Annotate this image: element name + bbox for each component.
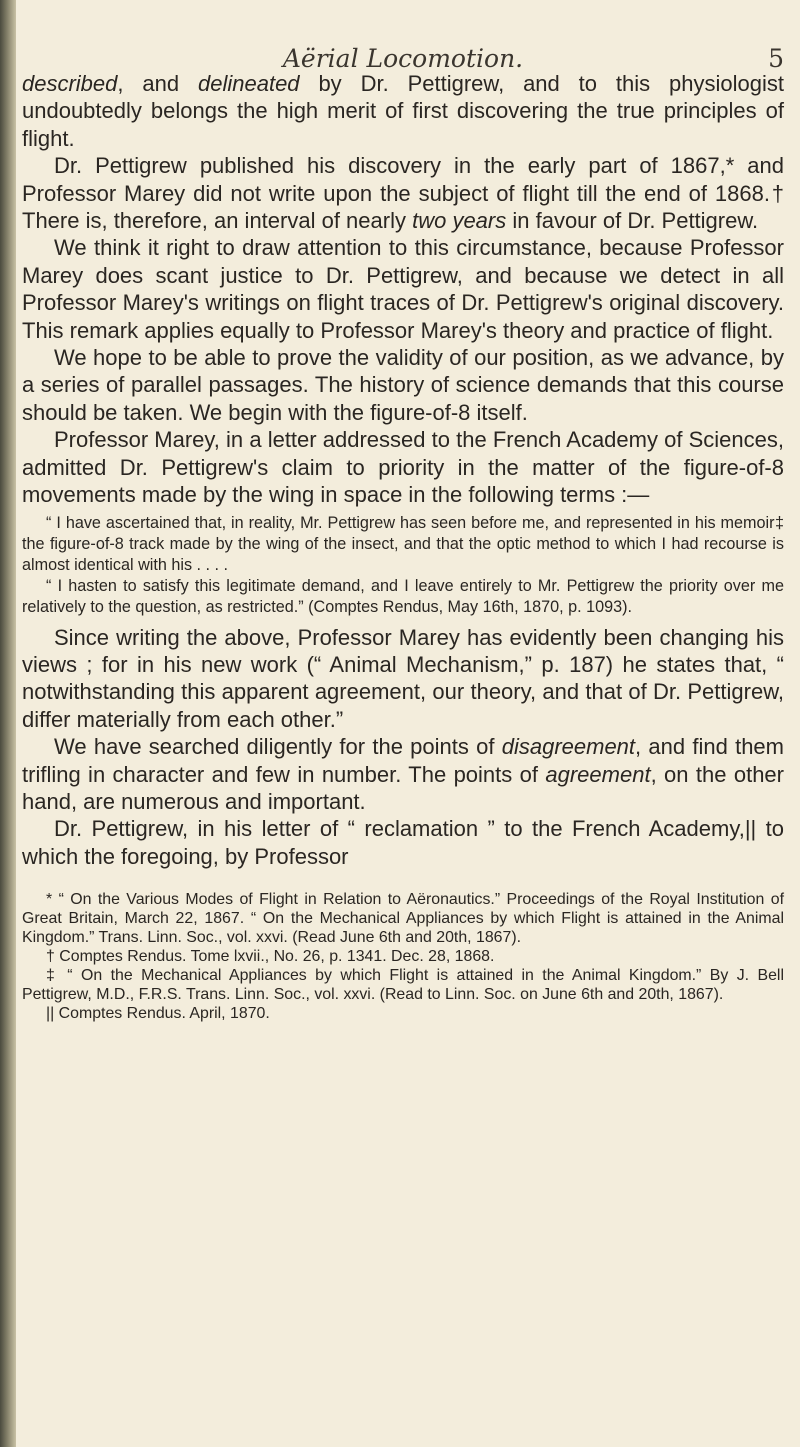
text-run: by Dr. Pettigrew, and to this physiologist undoubtedly belongs the high merit of first discovering the true principles of flight. [22, 71, 784, 151]
book-binding-edge [0, 0, 16, 1447]
text-run: Since writing the above, Professor Marey has evidently been changing his views ; for in his new work (“ Animal Mechanism,” p. 187) he states that, “ notwithstanding this apparent agreement, our theory, and that of Dr. Pettigrew, differ materially from each other.” [22, 624, 784, 732]
text-run: in favour of Dr. Pettigrew. [506, 208, 759, 234]
quote-paragraph: “ I have ascertained that, in reality, Mr. Pettigrew has seen before me, and represented in his memoir‡ the figure-of-8 track made by the wing of the insect, and that the optic method to which I had recourse is almost identical with his . . . . [22, 513, 784, 574]
body-paragraph [22, 152, 784, 234]
book-page [22, 0, 784, 1447]
footnote: || Comptes Rendus. April, 1870. [46, 1005, 270, 1023]
italic-text: delineated [198, 71, 300, 96]
footnote: † Comptes Rendus. Tome lxvii., No. 26, p. 1341. Dec. 28, 1868. [46, 948, 495, 966]
text-run: We hope to be able to prove the validity of our position, as we advance, by a series of parallel passages. The history of science demands that this course should be taken. We begin with the figure-of-8 itself. [22, 345, 784, 425]
body-paragraph [22, 344, 784, 426]
italic-text: agreement [545, 761, 651, 787]
quote-paragraph: “ I hasten to satisfy this legitimate demand, and I leave entirely to Mr. Pettigrew the priority over me relatively to the question, as restricted.” (Comptes Rendus, May 16th, 1870, p. 1093). [22, 576, 784, 616]
body-paragraph [22, 70, 784, 152]
text-run: , on the other hand, are numerous and important. [22, 761, 784, 814]
running-head-title: Aërial Locomotion. [282, 44, 524, 73]
italic-text: two years [412, 208, 507, 234]
paragraphs-after-quote [22, 624, 784, 871]
italic-text: described [22, 71, 118, 96]
body-paragraph [22, 624, 784, 734]
body-paragraph [22, 815, 784, 870]
body-paragraph [22, 733, 784, 815]
text-run: , and [117, 71, 198, 96]
body-paragraph [22, 234, 784, 344]
text-run: , and find them trifling in character and few in number. The points of [22, 734, 784, 787]
running-head [22, 0, 784, 73]
text-run: Professor Marey, in a letter addressed to the French Academy of Sciences, admitted Dr. Pettigrew's claim to priority in the matter of the figure-of-8 movements made by the wing in space in the following terms :— [22, 427, 784, 508]
text-run: We think it right to draw attention to this circumstance, because Professor Marey does scant justice to Dr. Pettigrew, and because we detect in all Professor Marey's writings on flight traces of Dr. Pettigrew's original discovery. This remark applies equally to Professor Marey's theory and practice of flight. [22, 235, 784, 343]
footnote: ‡ “ On the Mechanical Appliances by which Flight is attained in the Animal Kingdom.” By J. Bell Pettigrew, M.D., F.R.S. Trans. Linn. Soc., vol. xxvi. (Read to Linn. Soc. on June 6th and 20th, 1867). [22, 967, 784, 1004]
body-paragraph [22, 426, 784, 508]
body-text [22, 70, 784, 870]
text-run: Dr. Pettigrew published his discovery in the early part of 1867,* and Professor Marey did not write upon the subject of flight till the end of 1868.† There is, therefore, an interval of nearly [22, 153, 784, 234]
footnote: * “ On the Various Modes of Flight in Relation to Aëronautics.” Proceedings of the Royal Institution of Great Britain, March 22, 1867. “ On the Mechanical Appliances by which Flight is attained in the Animal Kingdom.” Trans. Linn. Soc., vol. xxvi. (Read June 6th and 20th, 1867). [22, 891, 784, 947]
text-run: We have searched diligently for the points of [54, 734, 502, 760]
paragraphs-before-quote [22, 70, 784, 509]
text-run: Dr. Pettigrew, in his letter of “ reclamation ” to the French Academy,|| to which the foregoing, by Professor [22, 816, 784, 869]
footnotes [22, 890, 784, 1023]
block-quote [22, 513, 784, 618]
page-number: 5 [768, 44, 784, 73]
italic-text: disagreement [501, 734, 636, 760]
